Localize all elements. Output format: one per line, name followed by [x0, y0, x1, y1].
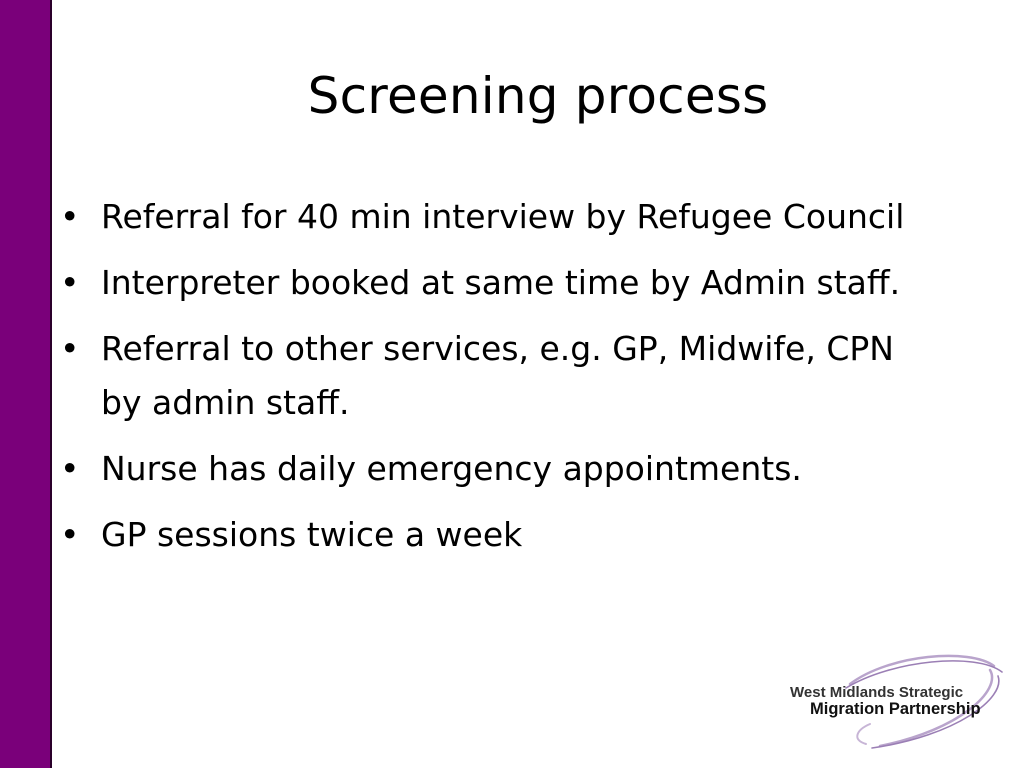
- bullet-text: Referral for 40 min interview by Refugee Council: [101, 197, 905, 236]
- bullet-item: [60, 190, 920, 244]
- bullet-text: Interpreter booked at same time by Admin staff.: [101, 263, 901, 302]
- bullet-dot-icon: •: [60, 515, 80, 554]
- bullet-text: GP sessions twice a week: [101, 515, 523, 554]
- wmsmp-logo: [780, 650, 1024, 750]
- bullet-item: [60, 442, 920, 496]
- bullet-text: Referral to other services, e.g. GP, Midwife, CPN by admin staff.: [101, 329, 894, 422]
- slide-title: Screening process: [307, 67, 769, 125]
- logo-text-line1: West Midlands Strategic: [790, 684, 964, 701]
- bullet-item: [60, 322, 920, 430]
- bullet-dot-icon: •: [60, 449, 80, 488]
- bullet-dot-icon: •: [60, 329, 80, 368]
- bullet-item: [60, 256, 920, 310]
- bullet-text: Nurse has daily emergency appointments.: [101, 449, 802, 488]
- purple-sidebar: [0, 0, 52, 768]
- bullet-dot-icon: •: [60, 197, 80, 236]
- bullet-list: [60, 190, 920, 574]
- bullet-item: [60, 508, 920, 562]
- bullet-dot-icon: •: [60, 263, 80, 302]
- logo-text-line2: Migration Partnership: [810, 700, 981, 718]
